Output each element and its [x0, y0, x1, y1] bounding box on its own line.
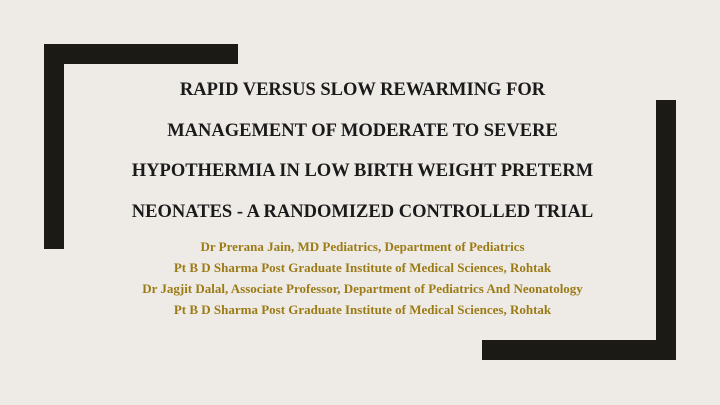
- bottom-right-bracket-vertical: [656, 100, 676, 360]
- affiliation-line: Pt B D Sharma Post Graduate Institute of Medical Sciences, Rohtak: [173, 302, 552, 317]
- title-line: RAPID VERSUS SLOW REWARMING FOR: [179, 80, 546, 100]
- title-line: NEONATES - A RANDOMIZED CONTROLLED TRIAL: [131, 201, 594, 222]
- title-line: HYPOTHERMIA IN LOW BIRTH WEIGHT PRETERM: [131, 161, 594, 181]
- author-line: Dr Prerana Jain, MD Pediatrics, Department of Pediatrics: [200, 239, 525, 254]
- affiliation-line: Pt B D Sharma Post Graduate Institute of Medical Sciences, Rohtak: [173, 260, 552, 275]
- author-line: Dr Jagjit Dalal, Associate Professor, Department of Pediatrics And Neonatology: [142, 281, 583, 296]
- title-line: MANAGEMENT OF MODERATE TO SEVERE: [167, 120, 558, 141]
- slide-title: [80, 70, 645, 232]
- author-block: [80, 236, 645, 320]
- top-left-bracket-vertical: [44, 44, 64, 249]
- bottom-right-bracket-horizontal: [482, 340, 676, 360]
- top-left-bracket-horizontal: [44, 44, 238, 64]
